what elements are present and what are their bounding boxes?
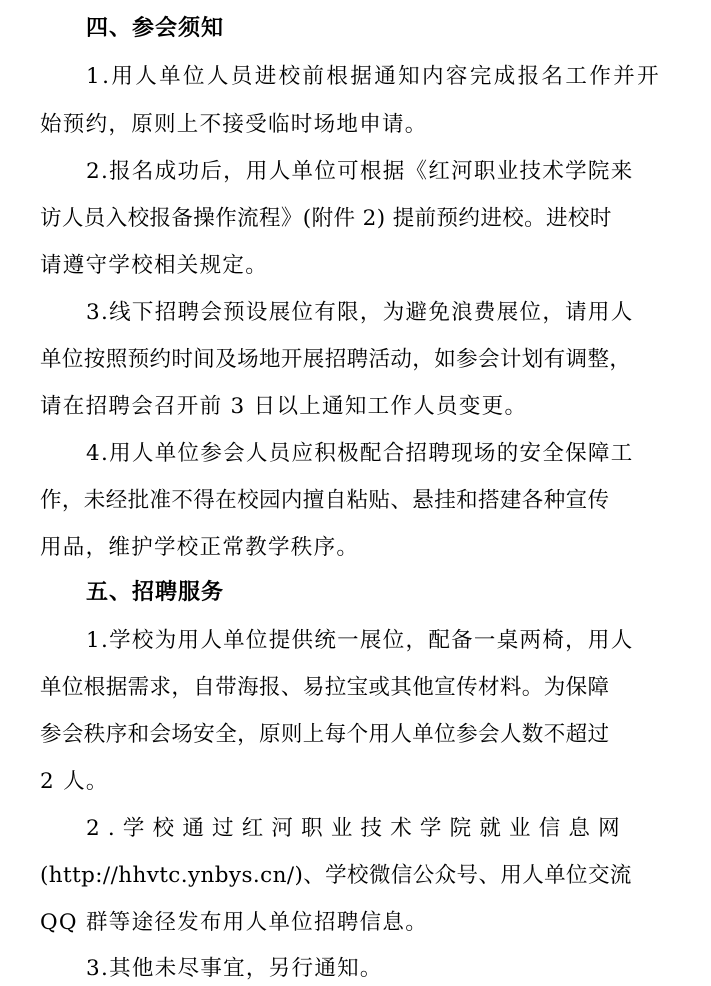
paragraph-5-2-line-3: QQ 群等途径发布用人单位招聘信息。: [40, 910, 428, 935]
paragraph-5-2-line-2: (http://hhvtc.ynbys.cn/)、学校微信公众号、用人单位交流: [40, 863, 632, 888]
paragraph-5-1-line-1: 1.学校为用人单位提供统一展位，配备一桌两椅，用人: [86, 628, 634, 653]
paragraph-5-1-line-4: 2 人。: [40, 769, 109, 794]
paragraph-5-2-line-1: 2.学校通过红河职业技术学院就业信息网: [86, 816, 628, 841]
paragraph-4-2-line-2: 访人员入校报备操作流程》(附件 2) 提前预约进校。进校时: [40, 206, 612, 231]
paragraph-4-4-line-2: 作，未经批准不得在校园内擅自粘贴、悬挂和搭建各种宣传: [40, 488, 610, 513]
paragraph-5-3-line-1: 3.其他未尽事宜，另行通知。: [86, 956, 383, 981]
paragraph-4-1-line-1: 1.用人单位人员进校前根据通知内容完成报名工作并开: [86, 64, 662, 89]
paragraph-4-3-line-2: 单位按照预约时间及场地开展招聘活动，如参会计划有调整，: [40, 347, 632, 372]
paragraph-4-3-line-3: 请在招聘会召开前 3 日以上通知工作人员变更。: [40, 394, 528, 419]
paragraph-4-4-line-3: 用品，维护学校正常教学秩序。: [40, 535, 360, 560]
paragraph-4-2-line-1: 2.报名成功后，用人单位可根据《红河职业技术学院来: [86, 159, 634, 184]
paragraph-4-3-line-1: 3.线下招聘会预设展位有限，为避免浪费展位，请用人: [86, 300, 634, 325]
paragraph-4-1-line-2: 始预约，原则上不接受临时场地申请。: [40, 112, 428, 137]
section-heading-4: 四、参会须知: [86, 16, 225, 41]
section-heading-5: 五、招聘服务: [86, 580, 225, 605]
paragraph-5-1-line-3: 参会秩序和会场安全，原则上每个用人单位参会人数不超过: [40, 722, 610, 747]
paragraph-5-1-line-2: 单位根据需求，自带海报、易拉宝或其他宣传材料。为保障: [40, 675, 610, 700]
paragraph-4-2-line-3: 请遵守学校相关规定。: [40, 253, 269, 278]
paragraph-4-4-line-1: 4.用人单位参会人员应积极配合招聘现场的安全保障工: [86, 441, 634, 466]
